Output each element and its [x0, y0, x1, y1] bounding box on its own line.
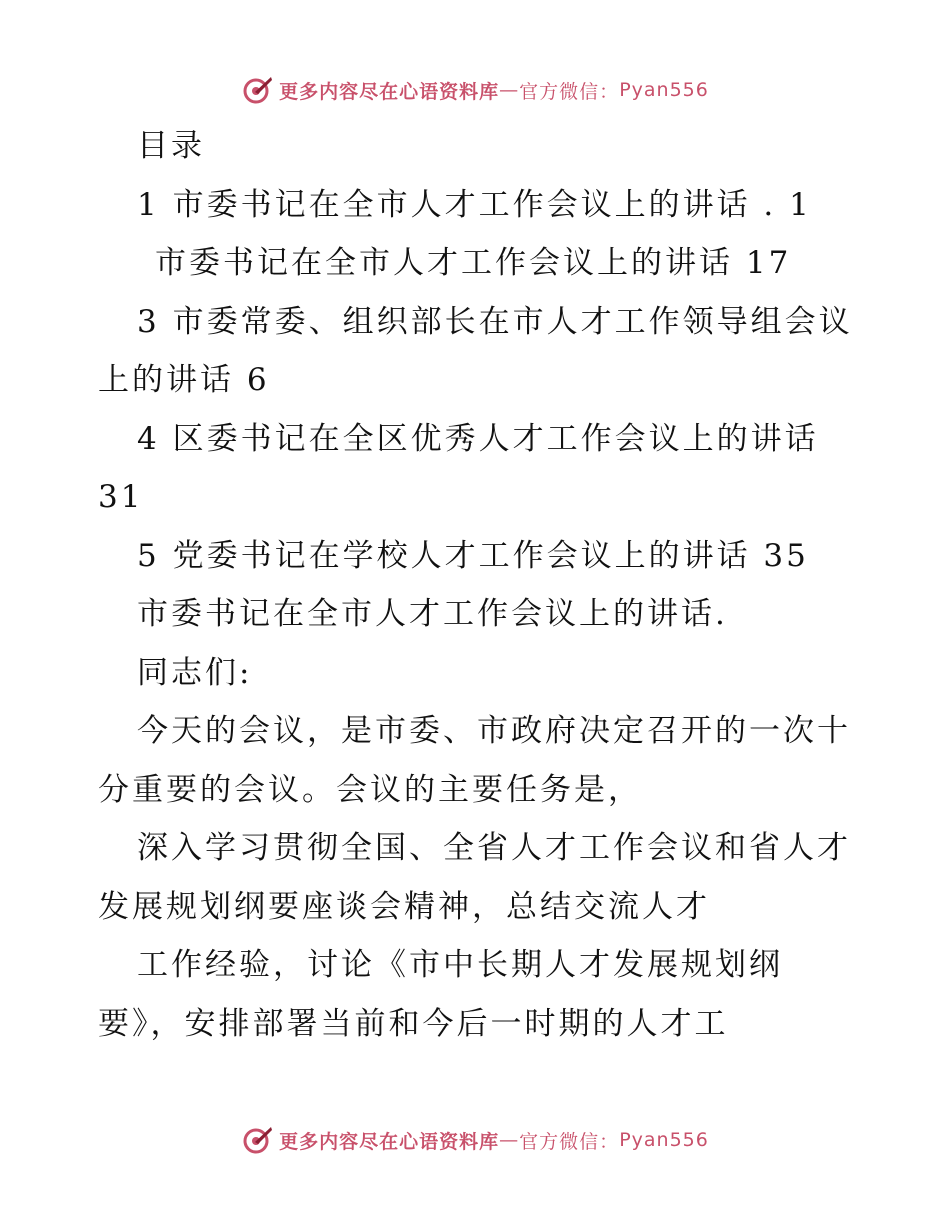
toc-entry-4: 4 区委书记在全区优秀人才工作会议上的讲话: [137, 421, 819, 457]
toc-entry-1: 1 市委书记在全市人才工作会议上的讲话 . 1: [137, 187, 812, 223]
paragraph-line: 要》，安排部署当前和今后一时期的人才工: [98, 1006, 729, 1042]
toc-entry-4-cont: 31: [98, 479, 144, 515]
quill-logo-icon: [241, 73, 275, 107]
salutation: 同志们:: [137, 655, 253, 691]
paragraph-line: 发展规划纲要座谈会精神，总结交流人才: [98, 889, 710, 925]
quill-logo-icon: [241, 1123, 275, 1157]
banner-wechat-label: 官方微信：: [519, 80, 620, 103]
banner-main-text: 更多内容尽在心语资料库: [279, 1130, 500, 1153]
watermark-banner-bottom: [0, 1120, 950, 1160]
toc-heading: 目录: [137, 128, 205, 164]
watermark-banner-top: [0, 70, 950, 110]
paragraph-line: 深入学习贯彻全国、全省人才工作会议和省人才: [137, 830, 851, 866]
banner-dash: —: [499, 1129, 520, 1151]
paragraph-line: 分重要的会议。会议的主要任务是，: [98, 772, 642, 808]
toc-entry-2: 市委书记在全市人才工作会议上的讲话 17: [155, 245, 792, 281]
banner-dash: —: [499, 79, 520, 101]
banner-main-text: 更多内容尽在心语资料库: [279, 80, 500, 103]
toc-entry-3: 3 市委常委、组织部长在市人才工作领导组会议: [137, 304, 853, 340]
banner-wechat-label: 官方微信：: [519, 1130, 620, 1153]
banner-wechat-id: Pyan556: [619, 1129, 709, 1151]
paragraph-line: 今天的会议，是市委、市政府决定召开的一次十: [137, 713, 851, 749]
speech-title: 市委书记在全市人才工作会议上的讲话.: [137, 596, 728, 632]
banner-wechat-id: Pyan556: [619, 79, 709, 101]
toc-entry-5: 5 党委书记在学校人才工作会议上的讲话 35: [137, 538, 809, 574]
paragraph-line: 工作经验，讨论《市中长期人才发展规划纲: [137, 947, 783, 983]
toc-entry-3-cont: 上的讲话 6: [98, 362, 270, 398]
